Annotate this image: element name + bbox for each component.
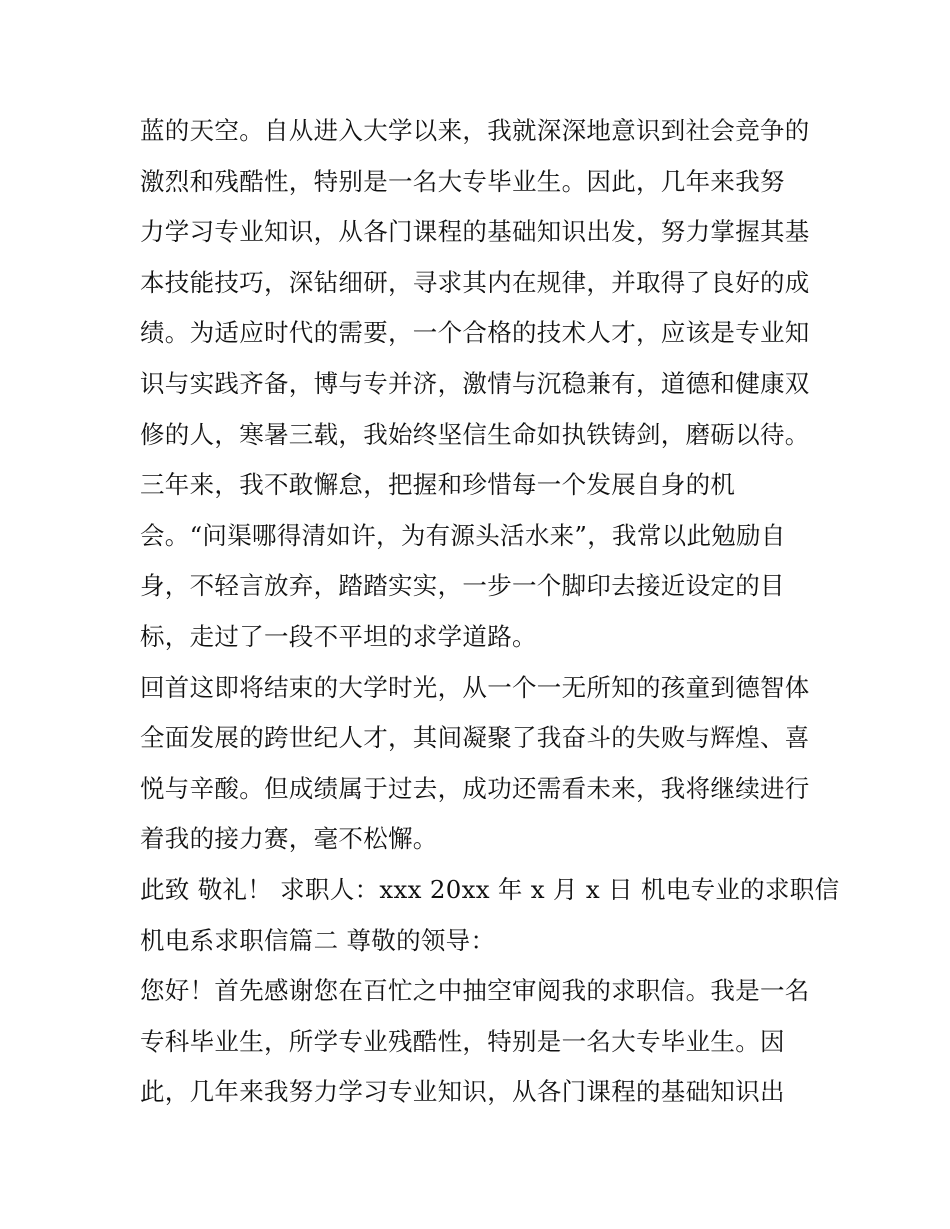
text-line: 着我的接力赛，毫不松懈。 xyxy=(140,824,438,854)
text-line: 此，几年来我努力学习专业知识，从各门课程的基础知识出 xyxy=(140,1077,785,1107)
text-line: 您好！首先感谢您在百忙之中抽空审阅我的求职信。我是一名 xyxy=(140,976,810,1006)
text-line: 绩。为适应时代的需要，一个合格的技术人才，应该是专业知 xyxy=(140,318,810,348)
document-body xyxy=(140,106,840,1118)
text-line: 悦与辛酸。但成绩属于过去，成功还需看未来，我将继续进行 xyxy=(140,773,810,803)
text-line: 力学习专业知识，从各门课程的基础知识出发，努力掌握其基 xyxy=(140,217,810,247)
section-heading-line: 机电系求职信篇二 尊敬的领导： xyxy=(140,925,496,955)
text-line: 三年来，我不敢懈怠，把握和珍惜每一个发展自身的机 xyxy=(140,470,736,500)
text-line: 识与实践齐备，博与专并济，激情与沉稳兼有，道德和健康双 xyxy=(140,368,810,398)
text-line: 回首这即将结束的大学时光，从一个一无所知的孩童到德智体 xyxy=(140,672,810,702)
text-line: 会。“问渠哪得清如许，为有源头活水来”，我常以此勉励自 xyxy=(140,520,786,550)
text-line: 身，不轻言放弃，踏踏实实，一步一个脚印去接近设定的目 xyxy=(140,571,785,601)
text-line: 全面发展的跨世纪人才，其间凝聚了我奋斗的失败与辉煌、喜 xyxy=(140,723,810,753)
text-line: 标，走过了一段不平坦的求学道路。 xyxy=(140,621,537,651)
text-line: 蓝的天空。自从进入大学以来，我就深深地意识到社会竞争的 xyxy=(140,116,810,145)
text-line: 专科毕业生，所学专业残酷性，特别是一名大专毕业生。因 xyxy=(140,1026,785,1056)
signature-line: 此致 敬礼！ 求职人：xxx 20xx 年 x 月 x 日 机电专业的求职信 xyxy=(140,874,840,904)
text-line: 本技能技巧，深钻细研，寻求其内在规律，并取得了良好的成 xyxy=(140,267,810,297)
text-line: 修的人，寒暑三载，我始终坚信生命如执铁铸剑，磨砺以待。 xyxy=(140,419,810,449)
text-line: 激烈和残酷性，特别是一名大专毕业生。因此，几年来我努 xyxy=(140,166,785,196)
